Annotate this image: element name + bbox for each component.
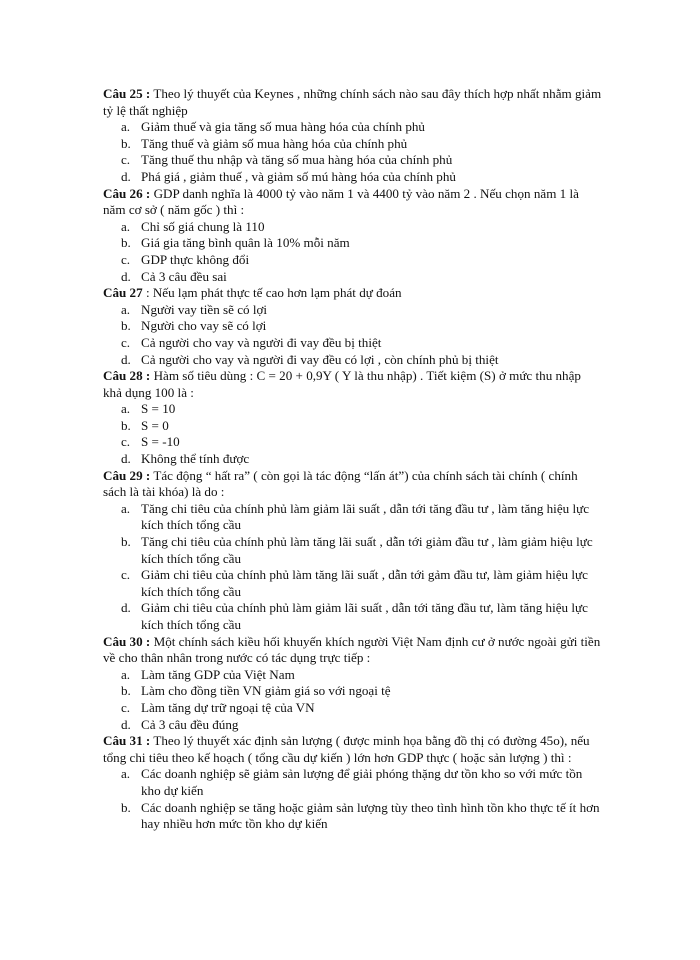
option-letter: d.: [121, 351, 131, 367]
option-text: Người vay tiền sẽ có lợi: [141, 301, 268, 317]
answer-option: [103, 401, 603, 418]
option-letter: a.: [121, 666, 131, 682]
answer-options: [103, 302, 603, 368]
option-letter: c.: [121, 251, 131, 267]
option-text: S = 0: [141, 417, 169, 433]
option-text: Các doanh nghiệp sẽ giảm sản lượng để giải phóng thặng dư tồn kho so với mức tồn kho dự kiến: [141, 766, 583, 798]
question-block: [103, 733, 603, 833]
question-text: [103, 634, 603, 667]
question-block: [103, 634, 603, 734]
question-text: [103, 733, 603, 766]
option-letter: c.: [121, 434, 131, 450]
question-text: [103, 285, 603, 302]
answer-option: [103, 600, 603, 633]
option-text: Làm tăng GDP của Việt Nam: [141, 666, 295, 682]
option-letter: a.: [121, 301, 131, 317]
option-text: Giảm chi tiêu của chính phủ làm tăng lãi suất , dẫn tới gảm đầu tư, làm giảm hiệu lực kích thích tổng cầu: [141, 567, 588, 599]
question-block: [103, 368, 603, 468]
question-number: Câu 29 :: [103, 467, 151, 483]
option-letter: b.: [121, 417, 131, 433]
option-letter: a.: [121, 119, 131, 135]
option-text: Làm tăng dự trữ ngoại tệ của VN: [141, 699, 315, 715]
option-text: Cả 3 câu đều sai: [141, 268, 227, 284]
option-text: Giá gia tăng bình quân là 10% mỗi năm: [141, 235, 350, 251]
option-letter: c.: [121, 699, 131, 715]
option-letter: b.: [121, 534, 131, 550]
option-text: Tăng thuế và giảm số mua hàng hóa của chính phủ: [141, 135, 408, 151]
answer-option: [103, 152, 603, 169]
option-letter: c.: [121, 152, 131, 168]
option-text: Tăng thuế thu nhập và tăng số mua hàng hóa của chính phủ: [141, 152, 453, 168]
option-text: Cả người cho vay và người đi vay đều có lợi , còn chính phủ bị thiệt: [141, 351, 499, 367]
question-number: Câu 26 :: [103, 185, 151, 201]
answer-option: [103, 717, 603, 734]
option-text: Tăng chi tiêu của chính phủ làm giảm lãi suất , dẫn tới tăng đầu tư , làm tăng hiệu lực kích thích tổng cầu: [141, 500, 590, 533]
option-text: Tăng chi tiêu của chính phủ làm tăng lãi suất , dẫn tới giảm đầu tư , làm giảm hiệu lực kích thích tổng cầu: [141, 534, 593, 566]
option-text: Các doanh nghiệp se tăng hoặc giảm sản lượng tùy theo tình hình tồn kho thực tế ít hơn hay nhiều hơn mức tồn kho dự kiến: [141, 799, 600, 832]
option-letter: d.: [121, 268, 131, 284]
answer-option: [103, 567, 603, 600]
option-text: Làm cho đồng tiền VN giảm giá so với ngoại tệ: [141, 683, 391, 699]
answer-option: [103, 136, 603, 153]
answer-option: [103, 119, 603, 136]
answer-options: [103, 119, 603, 185]
option-letter: d.: [121, 600, 131, 616]
option-text: S = -10: [141, 434, 180, 450]
question-stem: Hàm số tiêu dùng : C = 20 + 0,9Y ( Y là thu nhập) . Tiết kiệm (S) ở mức thu nhập khả dụng 100 là :: [103, 368, 581, 400]
option-letter: c.: [121, 334, 131, 350]
answer-option: [103, 700, 603, 717]
option-letter: b.: [121, 135, 131, 151]
answer-option: [103, 434, 603, 451]
answer-option: [103, 335, 603, 352]
question-stem: Tác động “ hất ra” ( còn gọi là tác động “lấn át”) của chính sách tài chính ( chính sách là tài khóa) là do :: [103, 467, 578, 500]
option-text: Chỉ số giá chung là 110: [141, 218, 265, 234]
option-letter: a.: [121, 766, 131, 782]
answer-option: [103, 766, 603, 799]
answer-options: [103, 667, 603, 733]
question-block: [103, 186, 603, 286]
answer-option: [103, 800, 603, 833]
answer-option: [103, 534, 603, 567]
option-letter: a.: [121, 218, 131, 234]
option-letter: d.: [121, 716, 131, 732]
option-letter: a.: [121, 401, 131, 417]
option-letter: d.: [121, 451, 131, 467]
answer-options: [103, 219, 603, 285]
question-number: Câu 25 :: [103, 86, 151, 101]
question-stem: : Nếu lạm phát thực tế cao hơn lạm phát dự đoán: [145, 285, 402, 301]
question-stem: Một chính sách kiều hối khuyến khích người Việt Nam định cư ở nước ngoài gửi tiền về cho thân nhân trong nước có tác dụng trực tiếp :: [103, 633, 601, 666]
answer-option: [103, 451, 603, 468]
answer-option: [103, 667, 603, 684]
option-letter: b.: [121, 235, 131, 251]
question-number: Câu 31 :: [103, 733, 151, 749]
answer-option: [103, 235, 603, 252]
question-stem: Theo lý thuyết xác định sản lượng ( được minh họa bằng đồ thị có đường 45o), nếu tổng chi tiêu theo kế hoạch ( tổng cầu dự kiến ) lớn hơn GDP thực ( hoặc sản lượng ) thì :: [103, 733, 590, 765]
answer-option: [103, 418, 603, 435]
answer-option: [103, 318, 603, 335]
answer-options: [103, 501, 603, 634]
question-text: [103, 468, 603, 501]
question-list: [103, 86, 603, 833]
option-text: Không thể tính được: [141, 451, 250, 467]
option-letter: d.: [121, 168, 131, 184]
question-number: Câu 28 :: [103, 368, 151, 384]
question-number: Câu 30 :: [103, 633, 151, 649]
option-letter: b.: [121, 799, 131, 815]
option-text: Cả người cho vay và người đi vay đều bị thiệt: [141, 334, 382, 350]
answer-option: [103, 219, 603, 236]
option-letter: b.: [121, 318, 131, 334]
question-block: [103, 468, 603, 634]
question-text: [103, 368, 603, 401]
question-block: [103, 285, 603, 368]
question-text: [103, 86, 603, 119]
answer-option: [103, 352, 603, 369]
option-text: Người cho vay sẽ có lợi: [141, 318, 267, 334]
question-text: [103, 186, 603, 219]
question-stem: GDP danh nghĩa là 4000 tỷ vào năm 1 và 4400 tỷ vào năm 2 . Nếu chọn năm 1 là năm cơ sở ( năm gốc ) thì :: [103, 185, 579, 218]
answer-option: [103, 683, 603, 700]
answer-option: [103, 302, 603, 319]
option-letter: a.: [121, 500, 131, 516]
option-letter: b.: [121, 683, 131, 699]
answer-options: [103, 401, 603, 467]
question-block: [103, 86, 603, 186]
option-text: S = 10: [141, 401, 176, 417]
answer-option: [103, 269, 603, 286]
answer-option: [103, 252, 603, 269]
question-number: Câu 27: [103, 285, 143, 301]
option-text: GDP thực không đổi: [141, 251, 250, 267]
answer-option: [103, 501, 603, 534]
question-stem: Theo lý thuyết của Keynes , những chính sách nào sau đây thích hợp nhất nhằm giảm tỷ lệ thất nghiệp: [103, 86, 602, 118]
option-text: Cả 3 câu đều đúng: [141, 716, 239, 732]
option-text: Giảm chi tiêu của chính phủ làm giảm lãi suất , dẫn tới tăng đầu tư, làm tăng hiệu lực kích thích tổng cầu: [141, 600, 588, 632]
option-letter: c.: [121, 567, 131, 583]
answer-option: [103, 169, 603, 186]
option-text: Giảm thuế và gia tăng số mua hàng hóa của chính phủ: [141, 119, 425, 135]
option-text: Phá giá , giảm thuế , và giảm số mú hàng hóa của chính phủ: [141, 168, 456, 184]
answer-options: [103, 766, 603, 832]
